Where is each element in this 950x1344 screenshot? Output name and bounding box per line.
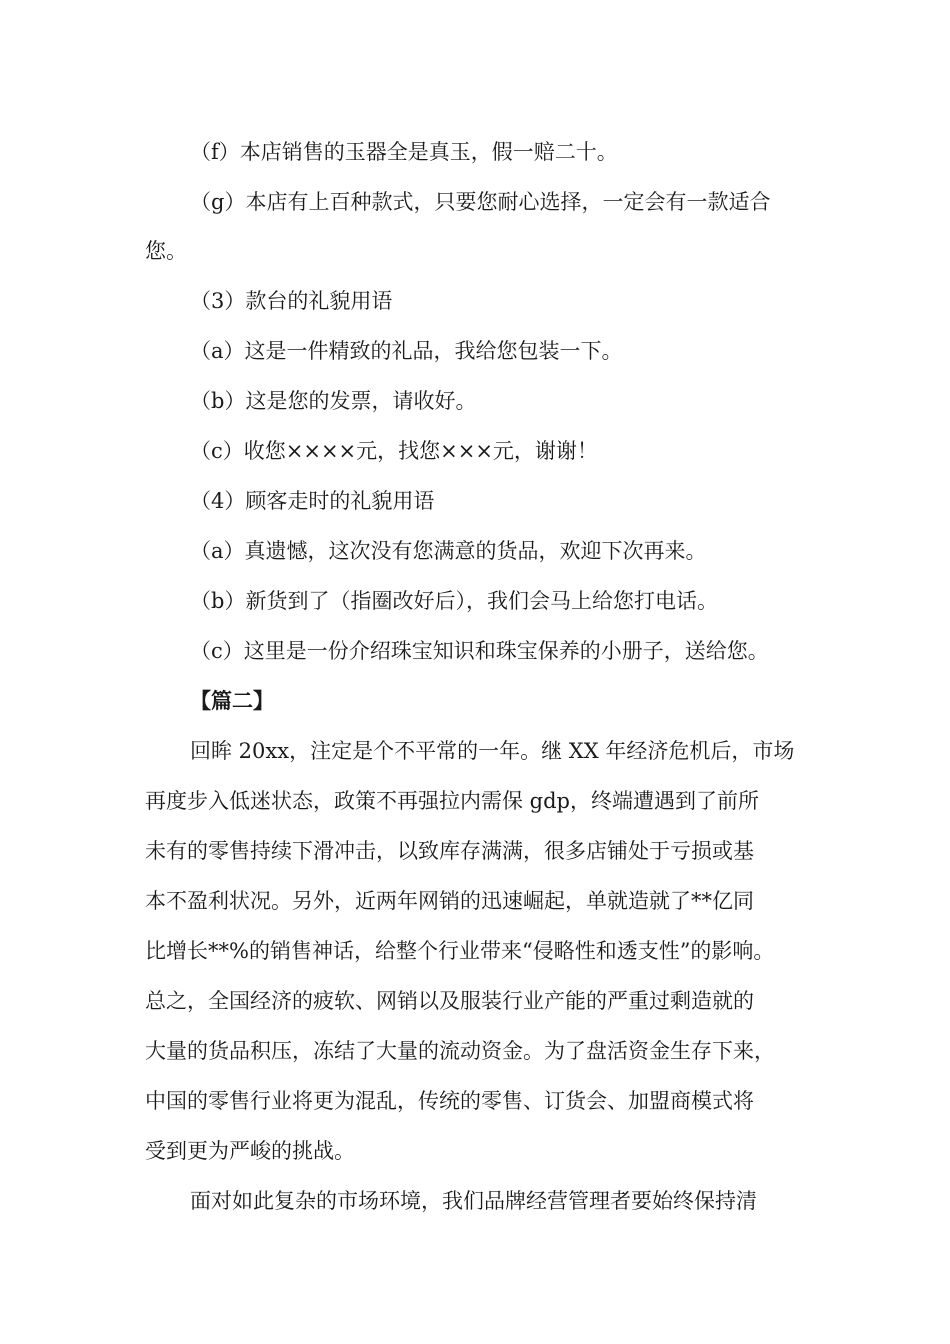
paragraph-line: 回眸 20xx，注定是个不平常的一年。继 XX 年经济危机后，市场 (190, 739, 795, 763)
list-item-g: （g）本店有上百种款式，只要您耐心选择，一定会有一款适合 (190, 190, 771, 214)
list-item-g-continued: 您。 (145, 239, 187, 263)
subheading-counter-phrases: （3）款台的礼貌用语 (190, 289, 393, 313)
list-item-3b: （b）这是您的发票，请收好。 (190, 389, 477, 413)
paragraph-line: 受到更为严峻的挑战。 (145, 1139, 355, 1163)
paragraph-line: 再度步入低迷状态，政策不再强拉内需保 gdp，终端遭遇到了前所 (145, 789, 760, 813)
paragraph-line: 大量的货品积压，冻结了大量的流动资金。为了盘活资金生存下来， (145, 1039, 775, 1063)
paragraph-line: 本不盈利状况。另外，近两年网销的迅速崛起，单就造就了**亿同 (145, 889, 754, 913)
list-item-4c: （c）这里是一份介绍珠宝知识和珠宝保养的小册子，送给您。 (190, 639, 769, 663)
paragraph-line: 比增长**%的销售神话，给整个行业带来“侵略性和透支性”的影响。 (145, 939, 775, 963)
list-item-4a: （a）真遗憾，这次没有您满意的货品，欢迎下次再来。 (190, 539, 707, 563)
list-item-3a: （a）这是一件精致的礼品，我给您包装一下。 (190, 339, 623, 363)
list-item-3c: （c）收您××××元，找您×××元，谢谢！ (190, 439, 598, 463)
list-item-f: （f）本店销售的玉器全是真玉，假一赔二十。 (190, 140, 618, 164)
paragraph-line: 未有的零售持续下滑冲击，以致库存满满，很多店铺处于亏损或基 (145, 839, 754, 863)
subheading-farewell-phrases: （4）顾客走时的礼貌用语 (190, 489, 435, 513)
paragraph-line: 总之，全国经济的疲软、网销以及服装行业产能的严重过剩造就的 (145, 989, 754, 1013)
paragraph-line: 面对如此复杂的市场环境，我们品牌经营管理者要始终保持清 (190, 1189, 757, 1213)
list-item-4b: （b）新货到了（指圈改好后），我们会马上给您打电话。 (190, 589, 718, 613)
paragraph-line: 中国的零售行业将更为混乱，传统的零售、订货会、加盟商模式将 (145, 1089, 754, 1113)
section-title: 【篇二】 (190, 688, 274, 713)
